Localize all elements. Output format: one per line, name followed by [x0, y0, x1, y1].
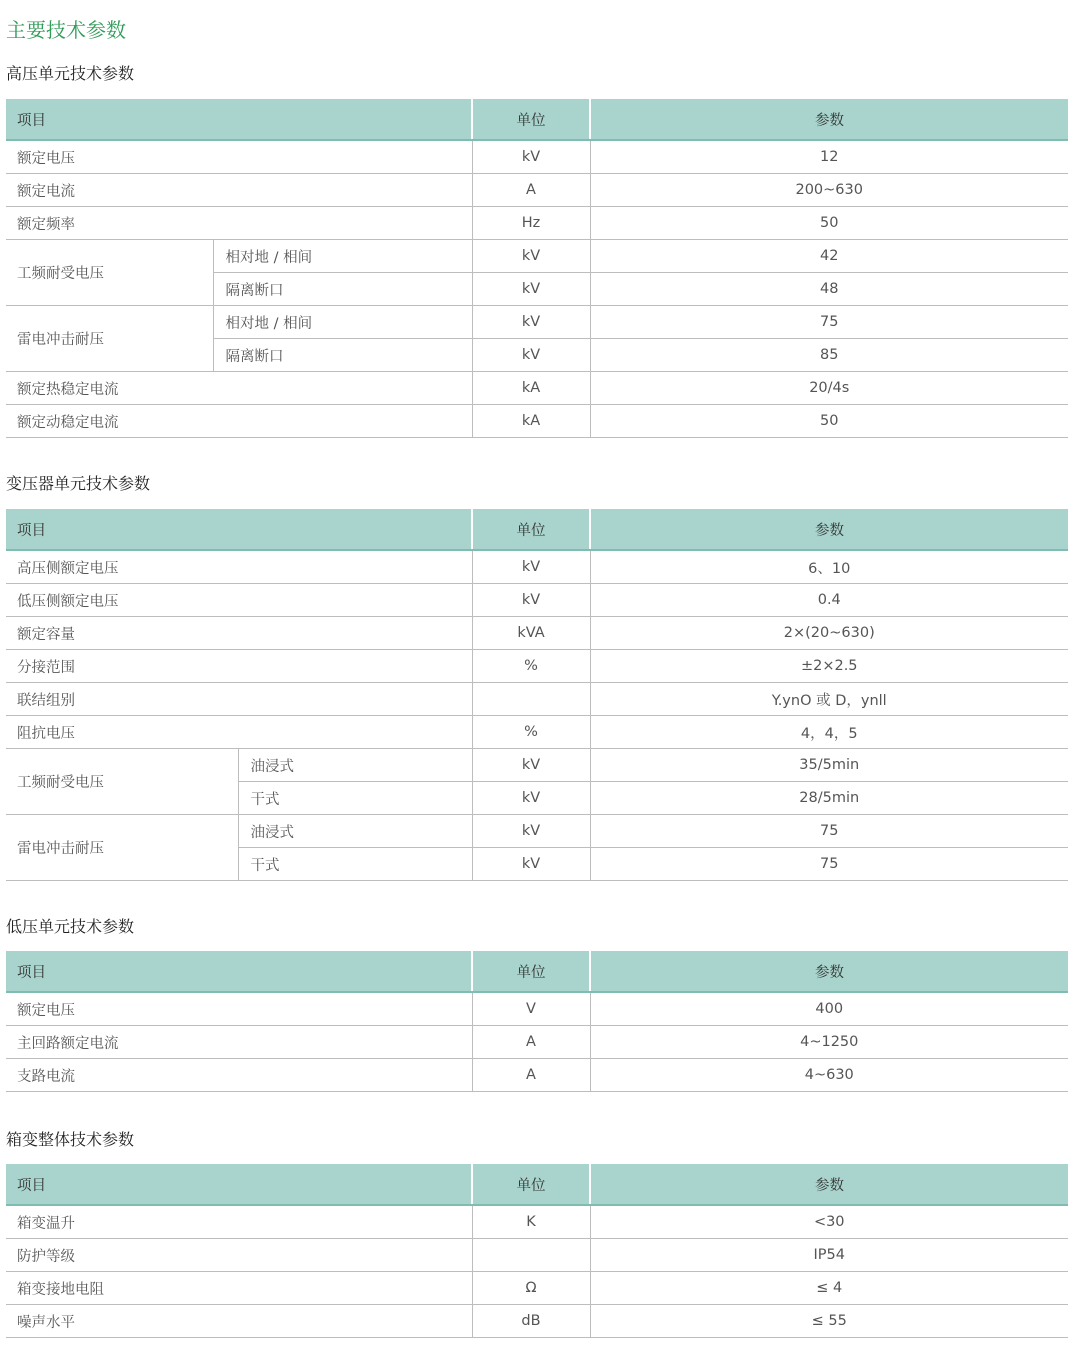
row-unit	[472, 683, 590, 716]
row-value: IP54	[590, 1239, 1068, 1272]
header-unit: 单位	[472, 1164, 590, 1205]
row-unit: %	[472, 650, 590, 683]
row-unit: kV	[472, 306, 590, 339]
table-row	[6, 584, 1068, 617]
header-unit: 单位	[472, 951, 590, 992]
row-unit: kV	[472, 782, 590, 815]
row-name: 额定容量	[6, 617, 472, 650]
row-unit	[472, 1239, 590, 1272]
row-name: 阻抗电压	[6, 716, 472, 749]
table-header-row	[6, 951, 1068, 992]
row-name: 箱变温升	[6, 1205, 472, 1239]
header-param: 参数	[590, 99, 1068, 140]
table-row	[6, 207, 1068, 240]
row-name: 主回路额定电流	[6, 1026, 472, 1059]
table-row	[6, 716, 1068, 749]
table-row	[6, 405, 1068, 438]
row-value: Y.ynO 或 D，ynll	[590, 683, 1068, 716]
table-row	[6, 174, 1068, 207]
row-unit: kV	[472, 273, 590, 306]
table-row	[6, 1205, 1068, 1239]
row-name: 高压侧额定电压	[6, 550, 472, 584]
row-name: 联结组别	[6, 683, 472, 716]
table-row	[6, 140, 1068, 174]
sub-label: 干式	[238, 848, 472, 881]
row-unit: V	[472, 992, 590, 1026]
sub-label: 干式	[238, 782, 472, 815]
row-unit: kV	[472, 339, 590, 372]
sub-label: 隔离断口	[213, 273, 472, 306]
row-value: 48	[590, 273, 1068, 306]
group-name: 雷电冲击耐压	[6, 306, 213, 372]
row-unit: A	[472, 1059, 590, 1092]
row-unit: kV	[472, 815, 590, 848]
table-row	[6, 372, 1068, 405]
row-name: 低压侧额定电压	[6, 584, 472, 617]
table-header-row	[6, 509, 1068, 550]
header-param: 参数	[590, 951, 1068, 992]
table-row	[6, 992, 1068, 1026]
row-unit: kV	[472, 584, 590, 617]
row-unit: kVA	[472, 617, 590, 650]
row-name: 额定电压	[6, 140, 472, 174]
row-value: 35/5min	[590, 749, 1068, 782]
row-unit: kV	[472, 848, 590, 881]
row-value: 75	[590, 306, 1068, 339]
header-item: 项目	[6, 951, 472, 992]
row-unit: kV	[472, 140, 590, 174]
row-unit: Ω	[472, 1272, 590, 1305]
row-name: 额定动稳定电流	[6, 405, 472, 438]
transformer-spec-table	[6, 509, 1068, 881]
table-row	[6, 550, 1068, 584]
row-value: 28/5min	[590, 782, 1068, 815]
row-unit: Hz	[472, 207, 590, 240]
row-name: 分接范围	[6, 650, 472, 683]
header-unit: 单位	[472, 509, 590, 550]
row-unit: kV	[472, 749, 590, 782]
row-unit: A	[472, 1026, 590, 1059]
lv-section-title: 低压单元技术参数	[6, 917, 135, 936]
row-unit: K	[472, 1205, 590, 1239]
row-value: 85	[590, 339, 1068, 372]
group-name: 雷电冲击耐压	[6, 815, 238, 881]
table-row	[6, 1272, 1068, 1305]
row-value: 400	[590, 992, 1068, 1026]
row-value: 75	[590, 848, 1068, 881]
table-row	[6, 617, 1068, 650]
row-name: 箱变接地电阻	[6, 1272, 472, 1305]
row-value: 50	[590, 207, 1068, 240]
table-header-row	[6, 99, 1068, 140]
row-value: 75	[590, 815, 1068, 848]
table-row	[6, 749, 1068, 782]
table-row	[6, 306, 1068, 339]
row-name: 支路电流	[6, 1059, 472, 1092]
row-value: 4，4，5	[590, 716, 1068, 749]
group-name: 工频耐受电压	[6, 240, 213, 306]
row-name: 防护等级	[6, 1239, 472, 1272]
row-unit: kV	[472, 240, 590, 273]
row-unit: kA	[472, 405, 590, 438]
table-row	[6, 1059, 1068, 1092]
header-item: 项目	[6, 1164, 472, 1205]
sub-label: 相对地 / 相间	[213, 240, 472, 273]
header-param: 参数	[590, 509, 1068, 550]
header-item: 项目	[6, 509, 472, 550]
box-spec-table	[6, 1164, 1068, 1338]
table-row	[6, 650, 1068, 683]
table-row	[6, 1026, 1068, 1059]
row-value: 0.4	[590, 584, 1068, 617]
row-name: 额定频率	[6, 207, 472, 240]
lv-spec-table	[6, 951, 1068, 1092]
row-value: 20/4s	[590, 372, 1068, 405]
row-unit: kV	[472, 550, 590, 584]
sub-label: 油浸式	[238, 815, 472, 848]
row-value: 4~1250	[590, 1026, 1068, 1059]
table-row	[6, 1239, 1068, 1272]
row-value: ±2×2.5	[590, 650, 1068, 683]
row-value: 2×(20~630)	[590, 617, 1068, 650]
table-row	[6, 815, 1068, 848]
sub-label: 油浸式	[238, 749, 472, 782]
row-value: 42	[590, 240, 1068, 273]
row-name: 噪声水平	[6, 1305, 472, 1338]
sub-label: 相对地 / 相间	[213, 306, 472, 339]
transformer-section-title: 变压器单元技术参数	[6, 474, 151, 493]
row-name: 额定热稳定电流	[6, 372, 472, 405]
row-value: 50	[590, 405, 1068, 438]
row-value: <30	[590, 1205, 1068, 1239]
row-value: 4~630	[590, 1059, 1068, 1092]
row-value: 6、10	[590, 550, 1068, 584]
header-unit: 单位	[472, 99, 590, 140]
hv-spec-table	[6, 99, 1068, 438]
row-value: 12	[590, 140, 1068, 174]
table-row	[6, 683, 1068, 716]
group-name: 工频耐受电压	[6, 749, 238, 815]
row-unit: kA	[472, 372, 590, 405]
row-value: 200~630	[590, 174, 1068, 207]
box-section-title: 箱变整体技术参数	[6, 1130, 135, 1149]
row-name: 额定电流	[6, 174, 472, 207]
hv-section-title: 高压单元技术参数	[6, 64, 135, 83]
page-title: 主要技术参数	[6, 18, 126, 42]
table-header-row	[6, 1164, 1068, 1205]
row-unit: A	[472, 174, 590, 207]
header-item: 项目	[6, 99, 472, 140]
sub-label: 隔离断口	[213, 339, 472, 372]
table-row	[6, 1305, 1068, 1338]
table-row	[6, 240, 1068, 273]
row-name: 额定电压	[6, 992, 472, 1026]
row-value: ≤ 4	[590, 1272, 1068, 1305]
row-unit: dB	[472, 1305, 590, 1338]
header-param: 参数	[590, 1164, 1068, 1205]
row-value: ≤ 55	[590, 1305, 1068, 1338]
row-unit: %	[472, 716, 590, 749]
